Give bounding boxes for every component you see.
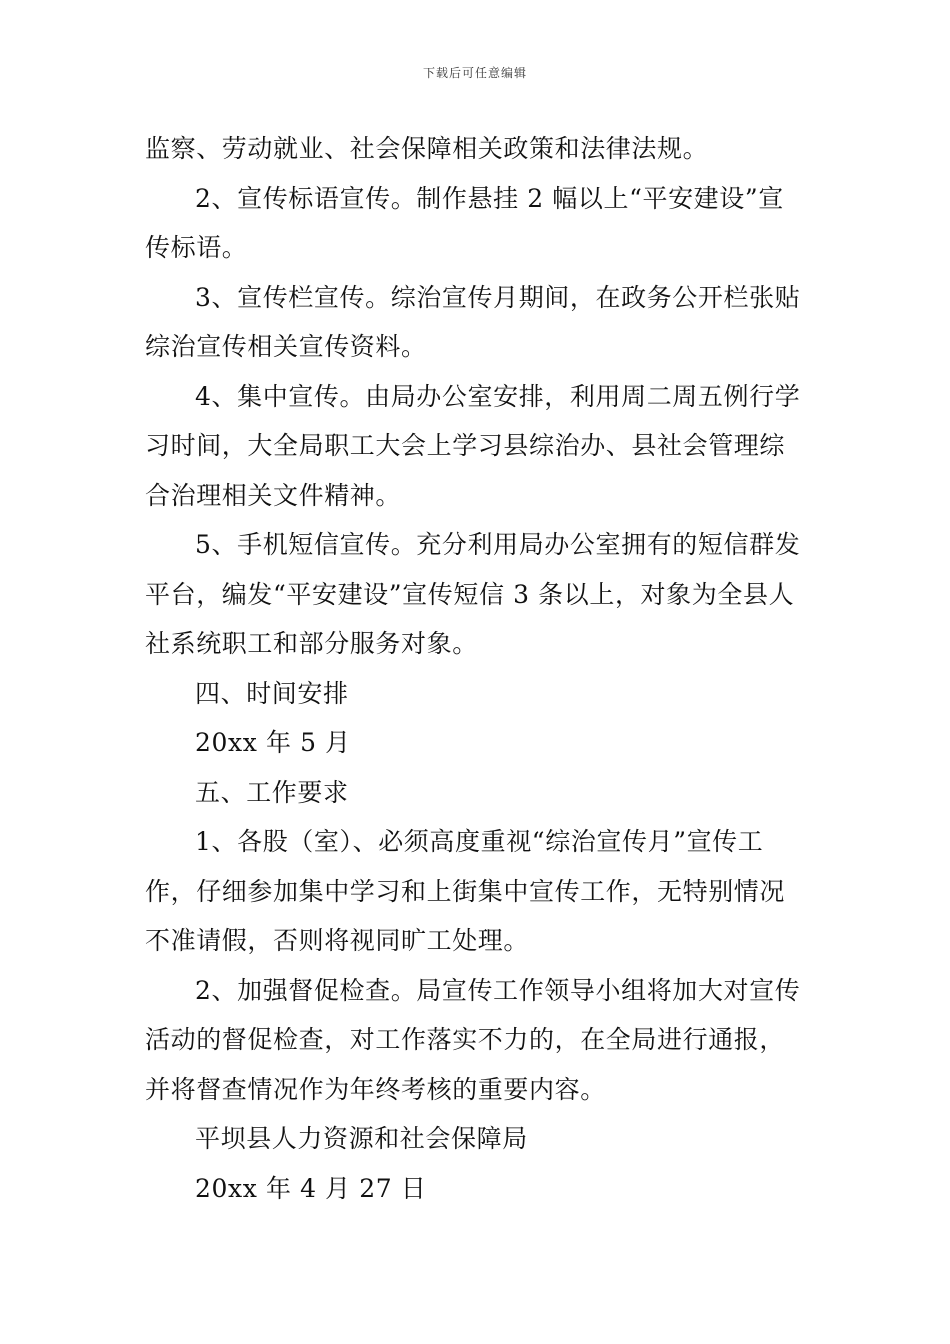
paragraph-line: 并将督查情况作为年终考核的重要内容。: [145, 1074, 606, 1104]
document-body: [145, 124, 807, 1213]
paragraph-line: 2、加强督促检查。局宣传工作领导小组将加大对宣传: [195, 975, 801, 1005]
paragraph-line: 不准请假，否则将视同旷工处理。: [145, 926, 530, 955]
paragraph-line: 监察、劳动就业、社会保障相关政策和法律法规。: [145, 134, 709, 163]
paragraph-line: 作，仔细参加集中学习和上街集中宣传工作，无特别情况: [145, 876, 786, 906]
signature-date: 20xx 年 4 月 27 日: [195, 1173, 427, 1203]
paragraph-line: 习时间，大全局职工大会上学习县综治办、县社会管理综: [145, 431, 786, 460]
paragraph-line: 2、宣传标语宣传。制作悬挂 2 幅以上“平安建设”宣: [195, 183, 784, 213]
paragraph-line: 传标语。: [145, 233, 248, 262]
paragraph-line: 综治宣传相关宣传资料。: [145, 332, 427, 361]
paragraph-line: 平台，编发“平安建设”宣传短信 3 条以上，对象为全县人: [145, 579, 795, 609]
paragraph-line: 4、集中宣传。由局办公室安排，利用周二周五例行学: [195, 381, 801, 411]
paragraph-line: 活动的督促检查，对工作落实不力的，在全局进行通报，: [145, 1025, 786, 1054]
section-heading: 四、时间安排: [195, 678, 349, 708]
paragraph-line: 5、手机短信宣传。充分利用局办公室拥有的短信群发: [195, 530, 801, 559]
paragraph-line: 20xx 年 5 月: [195, 728, 351, 757]
paragraph-line: 3、宣传栏宣传。综治宣传月期间，在政务公开栏张贴: [195, 282, 801, 312]
paragraph-line: 合治理相关文件精神。: [145, 480, 402, 510]
paragraph-line: 1、各股（室）、必须高度重视“综治宣传月”宣传工: [195, 827, 764, 856]
signature-organization: 平坝县人力资源和社会保障局: [195, 1124, 528, 1153]
paragraph-line: 社系统职工和部分服务对象。: [145, 629, 478, 658]
page-header: 下载后可任意编辑: [422, 66, 527, 80]
section-heading: 五、工作要求: [195, 777, 349, 807]
